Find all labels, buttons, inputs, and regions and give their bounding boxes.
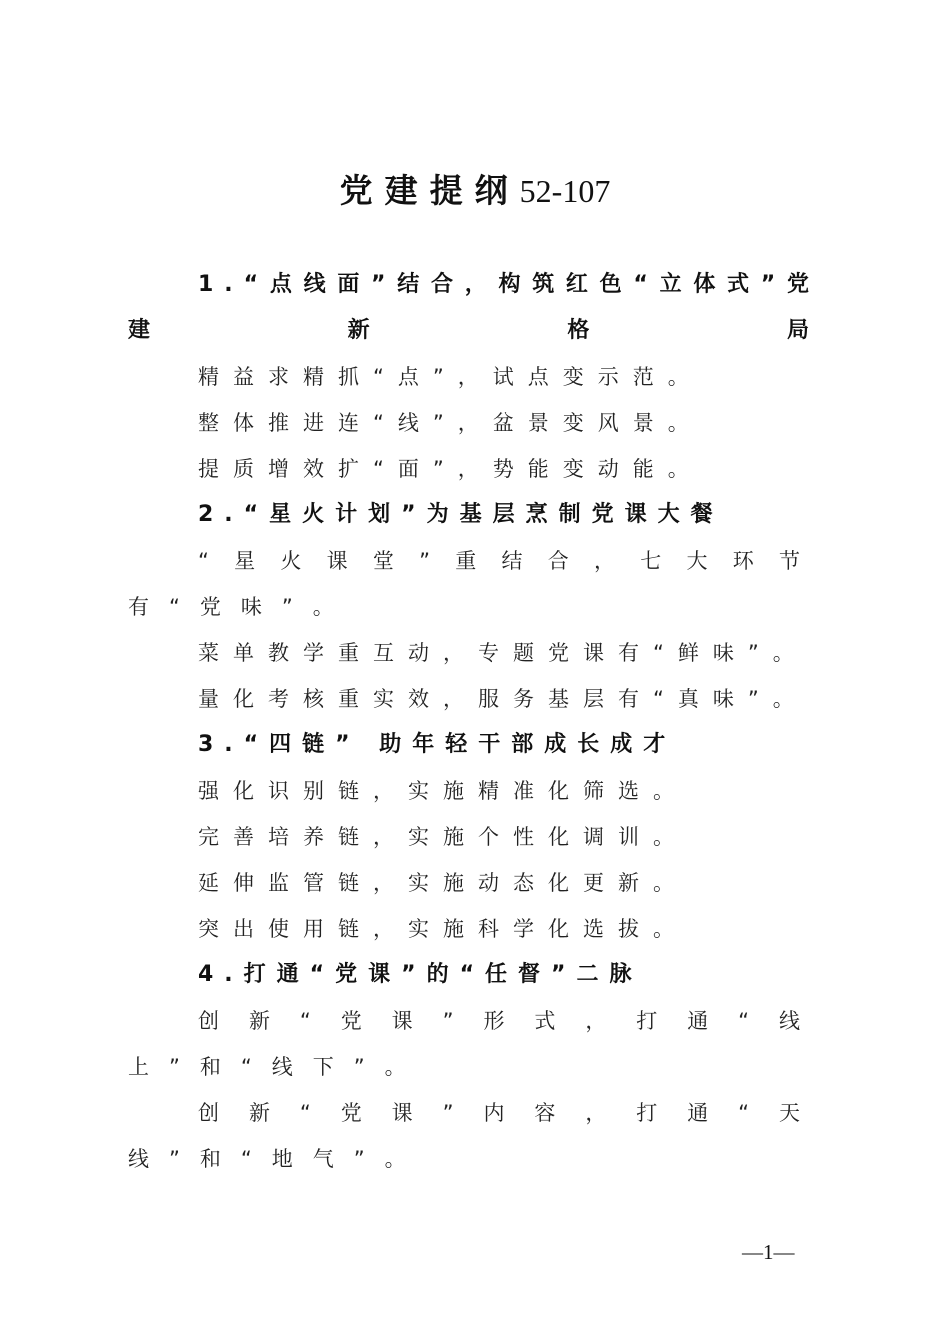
paragraph: 创新“党课”内容，打通“天线”和“地气”。 (128, 1101, 820, 1171)
title-text: 党建提纲 (339, 171, 520, 210)
paragraph: 延伸监管链，实施动态化更新。 (198, 871, 688, 895)
paragraph: 菜单教学重互动，专题党课有“鲜味”。 (198, 641, 808, 665)
paragraph: 创新“党课”形式，打通“线上”和“线下”。 (128, 1009, 820, 1079)
title-number: 52-107 (519, 173, 611, 209)
paragraph: 精益求精抓“点”，试点变示范。 (198, 365, 703, 389)
paragraph: 整体推进连“线”，盆景变风景。 (198, 411, 703, 435)
section-heading-2: 2.“星火计划”为基层烹制党课大餐 (198, 502, 724, 527)
paragraph: 完善培养链，实施个性化调训。 (198, 825, 688, 849)
page-title (0, 168, 950, 214)
paragraph: “星火课堂”重结合，七大环节有“党味”。 (128, 549, 820, 619)
page-number: —1— (742, 1240, 795, 1264)
section-heading-3: 3.“四链” 助年轻干部成长成才 (198, 732, 677, 757)
paragraph: 突出使用链，实施科学化选拔。 (198, 917, 688, 941)
document-body (128, 262, 820, 1182)
section-heading-4: 4.打通“党课”的“任督”二脉 (198, 962, 643, 987)
paragraph: 强化识别链，实施精准化筛选。 (198, 779, 688, 803)
paragraph: 提质增效扩“面”，势能变动能。 (198, 457, 703, 481)
section-heading-1: 1.“点线面”结合，构筑红色“立体式”党建新格局 (128, 272, 820, 343)
paragraph: 量化考核重实效，服务基层有“真味”。 (198, 687, 808, 711)
